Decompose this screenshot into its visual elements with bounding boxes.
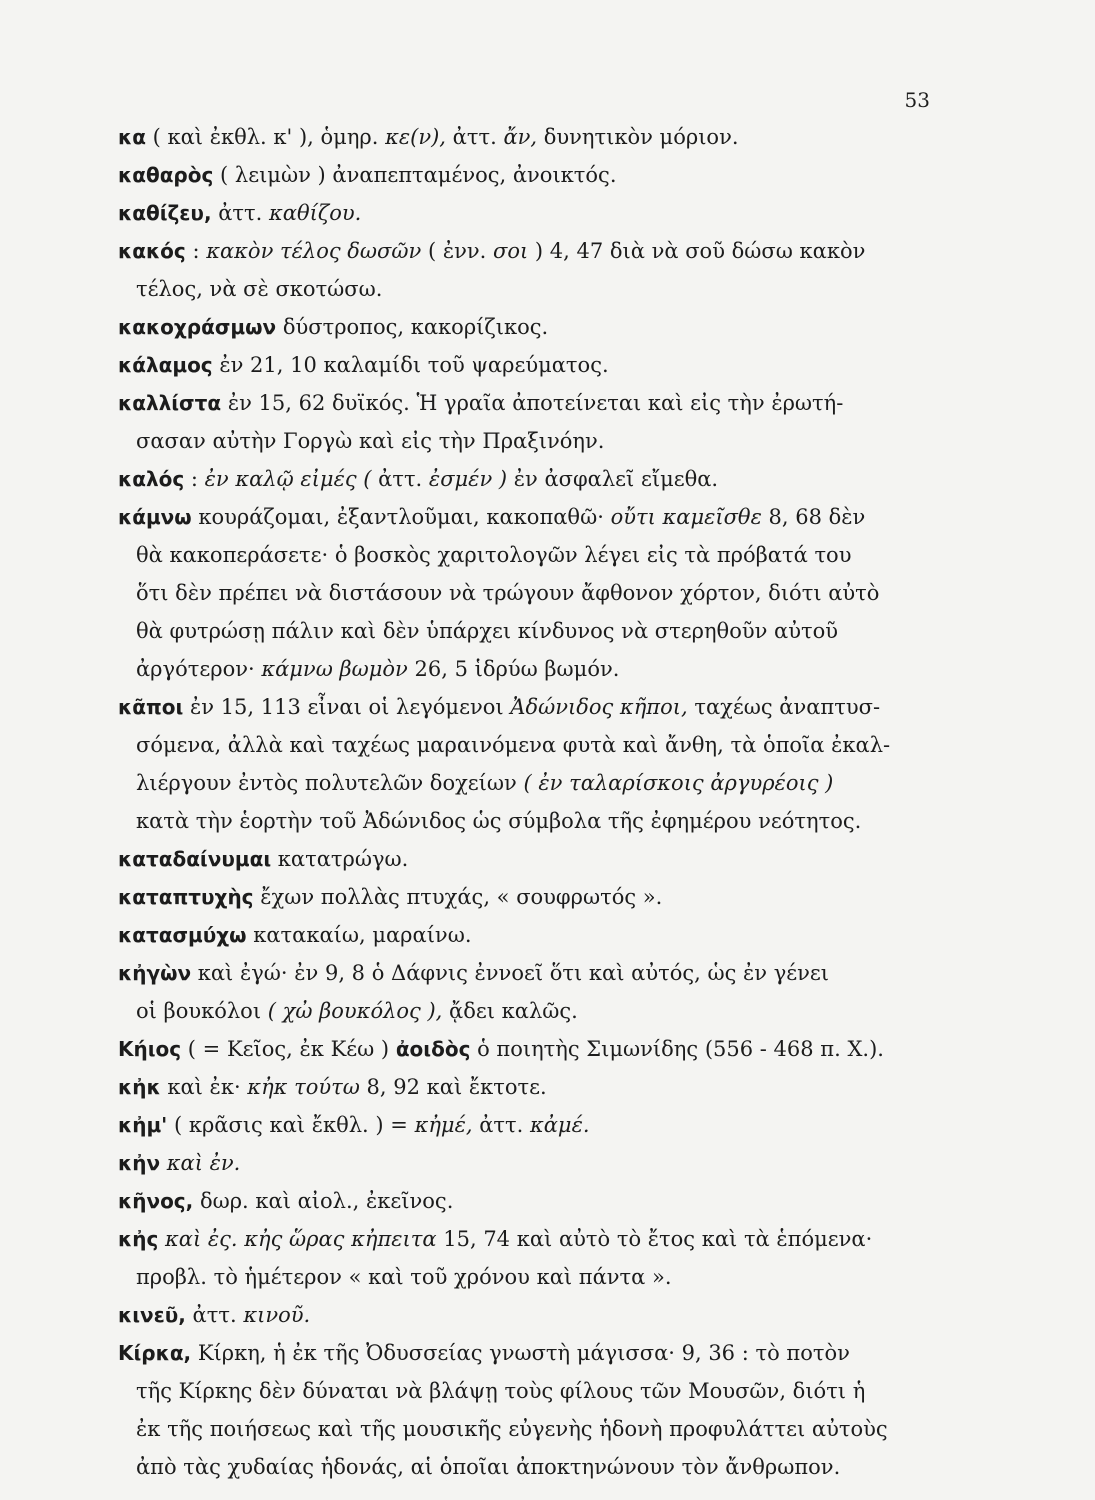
- italic-quotation: ἐσμέν ): [428, 467, 508, 491]
- entry-first-line: [118, 1296, 948, 1334]
- entry-first-line: [118, 1030, 948, 1068]
- entry-first-line: [118, 916, 948, 954]
- entry-first-line: [118, 878, 948, 916]
- glossary-entry: [118, 194, 948, 232]
- glossary-entry: [118, 232, 948, 308]
- headword: κῆνος,: [118, 1189, 194, 1213]
- definition-text: 8, 92 καὶ ἔκτοτε.: [359, 1075, 547, 1099]
- definition-text: ὅτι δὲν πρέπει νὰ διστάσουν νὰ τρώγουν ἄφθονον χόρτον, διότι αὐτὸ: [136, 581, 880, 605]
- entry-first-line: [118, 460, 948, 498]
- glossary-entry: [118, 688, 948, 840]
- entry-first-line: [118, 498, 948, 536]
- headword: κᾶποι: [118, 695, 184, 719]
- glossary-entry: [118, 1144, 948, 1182]
- glossary-entry: [118, 460, 948, 498]
- italic-quotation: κινοῦ.: [243, 1303, 311, 1327]
- headword: Κίρκα,: [118, 1341, 192, 1365]
- definition-text: [160, 1151, 167, 1175]
- italic-quotation: ( χὠ βουκόλος ),: [267, 999, 443, 1023]
- entry-first-line: [118, 1334, 948, 1372]
- definition-text: λιέργουν ἐντὸς πολυτελῶν δοχείων: [136, 771, 524, 795]
- definition-text: ( = Κεῖος, ἐκ Κέω ): [181, 1037, 396, 1061]
- glossary-entry: [118, 840, 948, 878]
- glossary-entry: [118, 916, 948, 954]
- entry-continuation-line: [118, 992, 948, 1030]
- italic-quotation: κε(ν),: [385, 125, 446, 149]
- entry-first-line: [118, 232, 948, 270]
- entry-first-line: [118, 194, 948, 232]
- definition-text: ὁ ποιητὴς Σιμωνίδης (556 - 468 π. Χ.).: [470, 1037, 884, 1061]
- italic-quotation: καθίζου.: [269, 201, 362, 225]
- headword: κἠν: [118, 1151, 161, 1175]
- definition-text: ἀττ.: [472, 1113, 530, 1137]
- headword: κάμνω: [118, 505, 192, 529]
- entry-continuation-line: [118, 1410, 948, 1448]
- definition-text: κατὰ τὴν ἑορτὴν τοῦ Ἀδώνιδος ὡς σύμβολα τῆς ἐφημέρου νεότητος.: [136, 809, 862, 833]
- italic-quotation: κἀμέ.: [529, 1113, 590, 1137]
- entry-first-line: [118, 118, 948, 156]
- definition-text: ἀττ.: [211, 201, 269, 225]
- definition-text: ἐν 21, 10 καλαμίδι τοῦ ψαρεύματος.: [212, 353, 609, 377]
- definition-text: καὶ ἐκ·: [160, 1075, 248, 1099]
- glossary-entry: [118, 156, 948, 194]
- definition-text: κουράζομαι, ἐξαντλοῦμαι, κακοπαθῶ·: [191, 505, 611, 529]
- entry-continuation-line: [118, 612, 948, 650]
- headword: κατασμύχω: [118, 923, 247, 947]
- entry-continuation-line: [118, 1448, 948, 1486]
- headword: καλός: [118, 467, 185, 491]
- definition-text: δυνητικὸν μόριον.: [537, 125, 739, 149]
- italic-quotation: ἐν καλῷ εἰμές (: [204, 467, 379, 491]
- definition-text: 26, 5 ἱδρύω βωμόν.: [407, 657, 620, 681]
- definition-text: Κίρκη, ἡ ἐκ τῆς Ὀδυσσείας γνωστὴ μάγισσα· 9, 36 : τὸ ποτὸν: [191, 1341, 850, 1365]
- definition-text: ( ἐνν.: [421, 239, 493, 263]
- italic-quotation: ἄν,: [503, 125, 538, 149]
- definition-text: ἐν ἀσφαλεῖ εἴμεθα.: [507, 467, 719, 491]
- headword: ἀοιδὸς: [395, 1037, 471, 1061]
- headword: κακοχράσμων: [118, 315, 277, 339]
- italic-quotation: Ἀδώνιδος κῆποι,: [510, 695, 688, 719]
- glossary-entry: [118, 1030, 948, 1068]
- headword: κάλαμος: [118, 353, 213, 377]
- entry-continuation-line: [118, 536, 948, 574]
- definition-text: ἔχων πολλὰς πτυχάς, « σουφρωτός ».: [253, 885, 663, 909]
- glossary-entry: [118, 1334, 948, 1486]
- entry-first-line: [118, 156, 948, 194]
- glossary-entry: [118, 346, 948, 384]
- definition-text: θὰ κακοπεράσετε· ὁ βοσκὸς χαριτολογῶν λέγει εἰς τὰ πρόβατά του: [136, 543, 852, 567]
- page-number: 53: [904, 88, 930, 112]
- italic-quotation: καὶ ἐν.: [166, 1151, 241, 1175]
- headword: κἠγὼν: [118, 961, 192, 985]
- definition-text: κατακαίω, μαραίνω.: [246, 923, 472, 947]
- definition-text: :: [185, 239, 207, 263]
- headword: κινεῦ,: [118, 1303, 186, 1327]
- definition-text: δύστροπος, κακορίζικος.: [276, 315, 549, 339]
- headword: Κήιος: [118, 1037, 182, 1061]
- glossary-entries: [118, 118, 948, 1486]
- entry-continuation-line: [118, 1258, 948, 1296]
- definition-text: ἐν 15, 62 δυϊκός. Ἡ γραῖα ἀποτείνεται καὶ εἰς τὴν ἐρωτή-: [221, 391, 844, 415]
- definition-text: κατατρώγω.: [271, 847, 409, 871]
- definition-text: 8, 68 δὲν: [761, 505, 866, 529]
- entry-continuation-line: [118, 574, 948, 612]
- italic-quotation: οὔτι καμεῖσθε: [610, 505, 762, 529]
- definition-text: ἀττ.: [378, 467, 429, 491]
- headword: κἠμ': [118, 1113, 168, 1137]
- entry-continuation-line: [118, 802, 948, 840]
- definition-text: ( καὶ ἐκθλ. κ' ), ὁμηρ.: [145, 125, 386, 149]
- headword: κα: [118, 125, 146, 149]
- headword: καθαρὸς: [118, 163, 214, 187]
- entry-continuation-line: [118, 1372, 948, 1410]
- italic-quotation: κάμνω βωμὸν: [261, 657, 408, 681]
- entry-first-line: [118, 384, 948, 422]
- definition-text: σασαν αὐτὴν Γοργὼ καὶ εἰς τὴν Πραξινόην.: [136, 429, 605, 453]
- definition-text: ἀττ.: [185, 1303, 244, 1327]
- glossary-entry: [118, 878, 948, 916]
- definition-text: ( κρᾶσις καὶ ἔκθλ. ) =: [167, 1113, 415, 1137]
- definition-text: θὰ φυτρώσῃ πάλιν καὶ δὲν ὑπάρχει κίνδυνος νὰ στερηθοῦν αὐτοῦ: [136, 619, 839, 643]
- definition-text: προβλ. τὸ ἡμέτερον « καὶ τοῦ χρόνου καὶ πάντα ».: [136, 1265, 672, 1289]
- headword: καλλίστα: [118, 391, 222, 415]
- definition-text: δωρ. καὶ αἰολ., ἐκεῖνος.: [193, 1189, 454, 1213]
- entry-first-line: [118, 346, 948, 384]
- definition-text: καὶ ἐγώ· ἐν 9, 8 ὁ Δάφνις ἐννοεῖ ὅτι καὶ αὐτός, ὡς ἐν γένει: [191, 961, 830, 985]
- glossary-entry: [118, 1106, 948, 1144]
- definition-text: ) 4, 47 διὰ νὰ σοῦ δώσω κακὸν: [528, 239, 866, 263]
- italic-quotation: ( ἐν ταλαρίσκοις ἀργυρέοις ): [523, 771, 834, 795]
- entry-first-line: [118, 1144, 948, 1182]
- italic-quotation: κακὸν τέλος δωσῶν: [206, 239, 422, 263]
- entry-continuation-line: [118, 650, 948, 688]
- entry-first-line: [118, 688, 948, 726]
- headword: καταδαίνυμαι: [118, 847, 272, 871]
- glossary-entry: [118, 498, 948, 688]
- definition-text: ἀττ.: [445, 125, 504, 149]
- definition-text: ἐν 15, 113 εἶναι οἱ λεγόμενοι: [183, 695, 511, 719]
- definition-text: ᾄδει καλῶς.: [442, 999, 578, 1023]
- entry-first-line: [118, 954, 948, 992]
- headword: κακός: [118, 239, 186, 263]
- italic-quotation: σοι: [492, 239, 529, 263]
- entry-continuation-line: [118, 422, 948, 460]
- definition-text: [158, 1227, 165, 1251]
- entry-continuation-line: [118, 726, 948, 764]
- entry-first-line: [118, 1220, 948, 1258]
- headword: κἠκ: [118, 1075, 161, 1099]
- definition-text: :: [184, 467, 205, 491]
- glossary-entry: [118, 1182, 948, 1220]
- entry-continuation-line: [118, 764, 948, 802]
- glossary-entry: [118, 954, 948, 1030]
- italic-quotation: καὶ ἐς. κἠς ὥρας κἠπειτα: [165, 1227, 437, 1251]
- glossary-entry: [118, 308, 948, 346]
- italic-quotation: κἠκ τούτω: [247, 1075, 360, 1099]
- glossary-entry: [118, 1296, 948, 1334]
- definition-text: ἐκ τῆς ποιήσεως καὶ τῆς μουσικῆς εὐγενὴς ἡδονὴ προφυλάττει αὐτοὺς: [136, 1417, 888, 1441]
- definition-text: ἀπὸ τὰς χυδαίας ἡδονάς, αἱ ὁποῖαι ἀποκτηνώνουν τὸν ἄνθρωπον.: [136, 1455, 841, 1479]
- definition-text: ταχέως ἀναπτυσ-: [687, 695, 881, 719]
- definition-text: τέλος, νὰ σὲ σκοτώσω.: [136, 277, 383, 301]
- italic-quotation: κἠμέ,: [414, 1113, 473, 1137]
- entry-first-line: [118, 840, 948, 878]
- headword: κἠς: [118, 1227, 159, 1251]
- definition-text: ( λειμὼν ) ἀναπεπταμένος, ἀνοικτός.: [213, 163, 617, 187]
- headword: καταπτυχὴς: [118, 885, 254, 909]
- glossary-entry: [118, 1220, 948, 1296]
- entry-first-line: [118, 1068, 948, 1106]
- definition-text: τῆς Κίρκης δὲν δύναται νὰ βλάψῃ τοὺς φίλους τῶν Μουσῶν, διότι ἡ: [136, 1379, 866, 1403]
- entry-continuation-line: [118, 270, 948, 308]
- definition-text: οἱ βουκόλοι: [136, 999, 268, 1023]
- glossary-entry: [118, 1068, 948, 1106]
- headword: καθίζευ,: [118, 201, 212, 225]
- entry-first-line: [118, 1106, 948, 1144]
- definition-text: 15, 74 καὶ αὐτὸ τὸ ἔτος καὶ τὰ ἑπόμενα·: [436, 1227, 873, 1251]
- glossary-entry: [118, 118, 948, 156]
- entry-first-line: [118, 308, 948, 346]
- entry-first-line: [118, 1182, 948, 1220]
- definition-text: ἀργότερον·: [136, 657, 262, 681]
- definition-text: σόμενα, ἀλλὰ καὶ ταχέως μαραινόμενα φυτὰ καὶ ἄνθη, τὰ ὁποῖα ἐκαλ-: [136, 733, 891, 757]
- glossary-entry: [118, 384, 948, 460]
